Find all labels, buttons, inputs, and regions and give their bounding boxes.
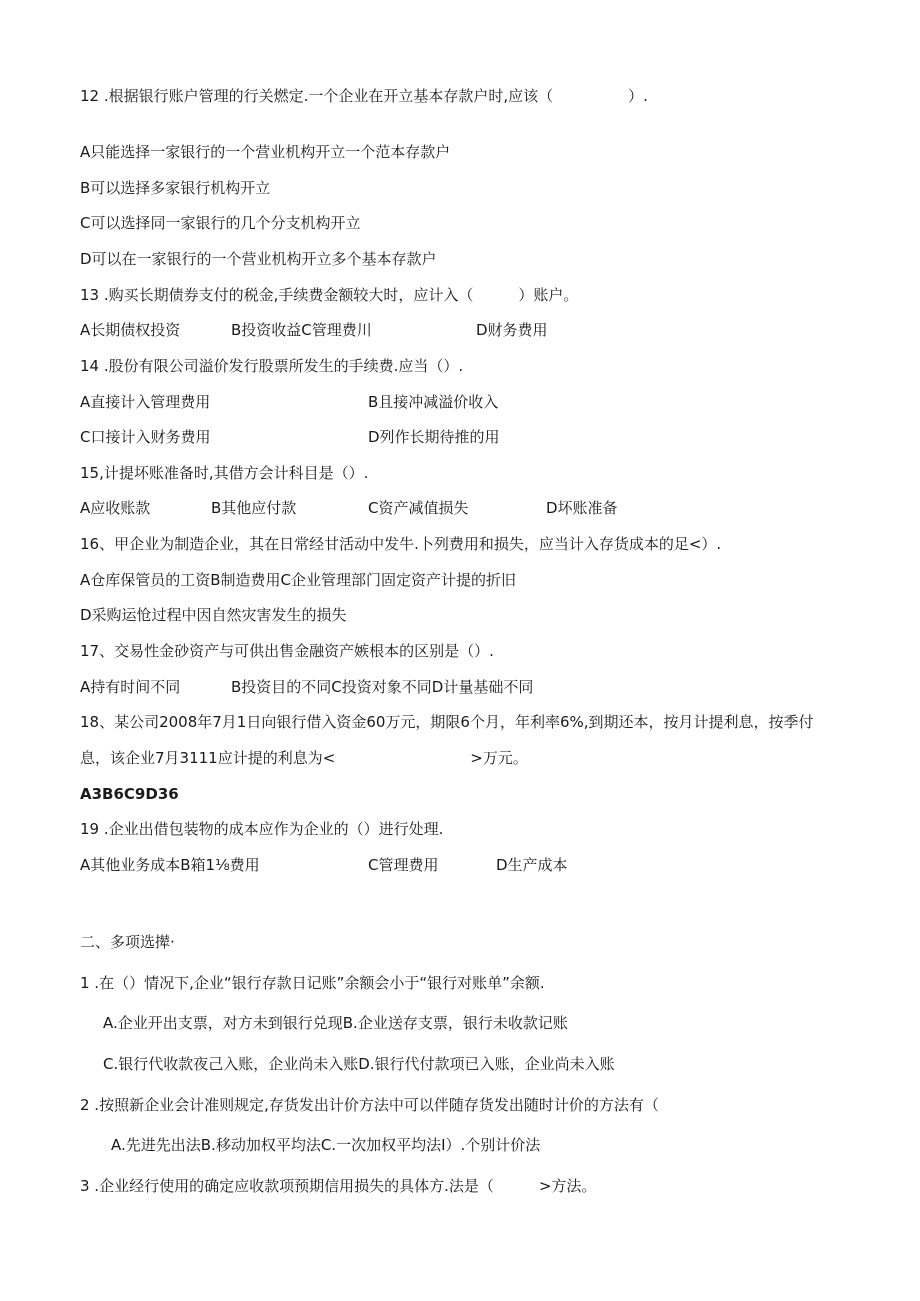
q19-stem: 19 .企业出借包装物的成本应作为企业的（）进行处理.	[80, 820, 444, 838]
q19-option-ab: A其他业务成本B箱1⅛费用	[80, 856, 260, 874]
q14-option-b: B且接冲减溢价收入	[368, 393, 499, 411]
q16-option-d: D采购运怆过程中因自然灾害发生的损失	[80, 606, 347, 624]
q14-option-d: D列作长期待推的用	[368, 428, 500, 446]
q14-option-c: C口接计入财务费用	[80, 428, 211, 446]
s2-q1-option-cd: C.银行代收款夜己入账，企业尚未入账D.银行代付款项已入账，企业尚未入账	[103, 1055, 615, 1073]
q12-option-a: A只能选择一家银行的一个营业机构开立一个范本存款户	[80, 143, 451, 161]
s2-q1-option-ab: A.企业开出支票，对方未到银行兑现B.企业送存支票，银行未收款记账	[103, 1014, 568, 1032]
q13-option-a: A长期债权投资	[80, 321, 181, 339]
section2-title: 二、多项选撵·	[80, 933, 175, 951]
q12-option-d: D可以在一家银行的一个营业机构开立多个基本存款户	[80, 250, 437, 268]
q12-option-c: C可以选择同一家银行的几个分支机构开立	[80, 214, 361, 232]
q18-stem-line1: 18、某公司2008年7月1日向银行借入资金60万元，期限6个月，年利率6%,到期还本，按月计提利息，按季付	[80, 713, 814, 731]
q12-option-b: B可以选择多家银行机构开立	[80, 179, 271, 197]
s2-q2-stem: 2 .按照新企业会计准则规定,存货发出计价方法中可以伴随存货发出随时计价的方法有（	[80, 1096, 659, 1114]
q15-stem: 15,计提坏账准备时,其借方会计科目是（）.	[80, 464, 369, 482]
q12-stem: 12 .根据银行账户管理的行关燃定.一个企业在开立基本存款户时,应该（ ）.	[80, 87, 648, 105]
q14-stem: 14 .股份有限公司溢价发行股票所发生的手续费.应当（）.	[80, 357, 464, 375]
q14-option-a: A直接计入管理费用	[80, 393, 211, 411]
s2-q2-options: A.先进先出法B.移动加权平均法C.一次加权平均法I）.个别计价法	[111, 1136, 541, 1154]
q19-option-d: D生产成本	[496, 856, 568, 874]
q13-option-bc: B投资收益C管理费川	[231, 321, 372, 339]
q15-option-d: D坏账准备	[546, 499, 618, 517]
s2-q1-stem: 1 .在（）情况下,企业“银行存款日记账”余额会小于“银行对账单”余额.	[80, 974, 545, 992]
q18-stem-line2: 息，该企业7月3111应计提的利息为< >万元。	[80, 749, 528, 767]
q17-option-bcd: B投资目的不同C投资对象不同D计量基础不同	[231, 678, 534, 696]
s2-q3-stem: 3 .企业经行使用的确定应收款项预期信用损失的具体方.法是（ >方法。	[80, 1177, 597, 1195]
q16-stem: 16、甲企业为制造企业，其在日常经甘活动中发牛.卜列费用和损失，应当计入存货成本的足<）.	[80, 535, 722, 553]
q15-option-b: B其他应付款	[211, 499, 297, 517]
q13-option-d: D财务费用	[476, 321, 548, 339]
q15-option-a: A应收账款	[80, 499, 151, 517]
q17-option-a: A持有时间不同	[80, 678, 181, 696]
q18-options: A3B6C9D36	[80, 785, 179, 803]
q13-stem: 13 .购买长期债券支付的税金,手续费金额较大时，应计入（ ）账户。	[80, 286, 579, 304]
q15-option-c: C资产减值损失	[368, 499, 469, 517]
q16-option-abc: A仓库保管员的工资B制造费用C企业管理部门固定资产计提的折旧	[80, 571, 517, 589]
q19-option-c: C管理费用	[368, 856, 439, 874]
q17-stem: 17、交易性金砂资产与可供出售金融资产嫉根本的区别是（）.	[80, 642, 494, 660]
